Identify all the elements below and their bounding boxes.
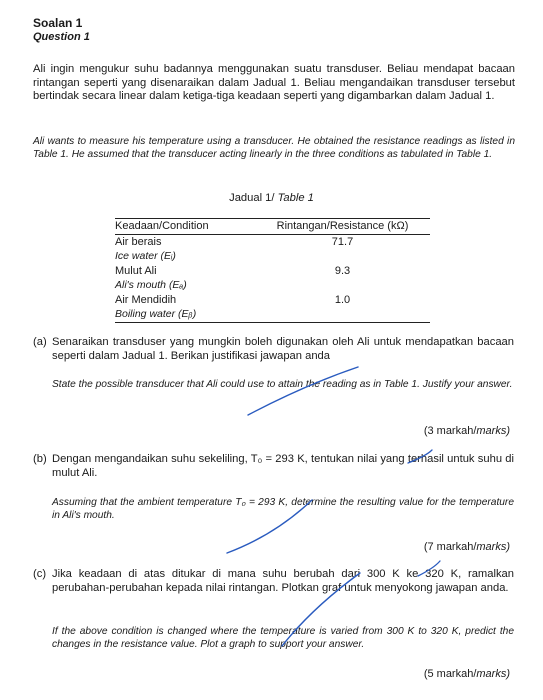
intro-en: Ali wants to measure his temperature using a transducer. He obtained the resistance readings as listed in Table 1. He assumed that the transducer acting linearly in the three conditions as tabulated in Table 1. — [33, 136, 515, 160]
question-a-en: State the possible transducer that Ali could use to attain the reading as in Table 1. Justify your answer. — [52, 379, 513, 390]
table-row — [115, 307, 430, 322]
condition-en: Boiling water (Eᵦ) — [115, 307, 255, 322]
table-caption-en: Table 1 — [277, 192, 314, 204]
question-c-en: If the above condition is changed where the temperature is varied from 300 K to 320 K, predict the changes in the resistance value. Plot a graph to support your answer. — [52, 626, 514, 650]
condition-ms: Mulut Ali — [115, 264, 157, 277]
table-caption-ms: Jadual 1/ — [229, 192, 275, 204]
condition-en: Ice water (Eᵢ) — [115, 250, 176, 263]
question-a-marks — [424, 425, 510, 437]
empty-cell — [255, 278, 430, 293]
marks-ms: (7 markah/ — [423, 541, 477, 553]
question-a-ms: Senaraikan transduser yang mungkin boleh digunakan oleh Ali untuk mendapatkan bacaan seperti dalam Jadual 1. Berikan justifikasi jawapan anda — [52, 336, 514, 362]
resistance-value: 71.7 — [331, 235, 354, 248]
col-header-resistance: Rintangan/Resistance (kΩ) — [255, 219, 430, 235]
marks-en: marks) — [476, 541, 510, 553]
marks-en: marks) — [476, 425, 510, 437]
question-c-label: (c) — [33, 568, 47, 580]
question-b-label: (b) — [33, 453, 47, 465]
question-a-label: (a) — [33, 336, 47, 348]
table-row — [115, 293, 430, 308]
empty-cell — [255, 307, 430, 322]
condition-ms: Air berais — [115, 235, 162, 248]
question-c-marks — [424, 668, 510, 680]
resistance-value: 1.0 — [334, 293, 351, 306]
resistance-table — [115, 218, 430, 323]
table-header-row — [115, 219, 430, 235]
table-row — [115, 278, 430, 293]
condition-en: Ali's mouth (Eₐ) — [115, 279, 187, 292]
table-row — [115, 249, 430, 264]
marks-en: marks) — [476, 668, 510, 680]
question-title-en: Question 1 — [33, 31, 90, 43]
intro-ms: Ali ingin mengukur suhu badannya menggunakan suatu transduser. Beliau mendapat bacaan rintangan seperti yang disenaraikan dalam Jadual 1. Beliau mengandaikan transduser tersebut bertindak secara linear dalam ketiga-tiga keadaan seperti yang digambarkan dalam Jadual 1. — [33, 63, 515, 102]
question-b-en: Assuming that the ambient temperature T₀ = 293 K, determine the resulting value for the temperature in Ali's mouth. — [52, 497, 514, 521]
table-caption — [0, 192, 543, 204]
table-row — [115, 264, 430, 279]
resistance-value: 9.3 — [334, 264, 351, 277]
marks-ms: (3 markah/ — [423, 425, 477, 437]
condition-ms: Air Mendidih — [115, 293, 177, 306]
marks-ms: (5 markah/ — [423, 668, 477, 680]
question-b-marks — [424, 541, 510, 553]
question-b-ms: Dengan mengandaikan suhu sekeliling, T₀ = 293 K, tentukan nilai yang terhasil untuk suhu di mulut Ali. — [52, 453, 514, 479]
col-header-condition: Keadaan/Condition — [115, 219, 255, 235]
question-c-ms: Jika keadaan di atas ditukar di mana suhu berubah dari 300 K ke 320 K, ramalkan perubahan-perubahan kepada nilai rintangan. Plotkan graf untuk menyokong jawapan anda. — [52, 568, 514, 594]
table-row — [115, 234, 430, 249]
question-title-ms: Soalan 1 — [33, 16, 83, 30]
empty-cell — [255, 249, 430, 264]
